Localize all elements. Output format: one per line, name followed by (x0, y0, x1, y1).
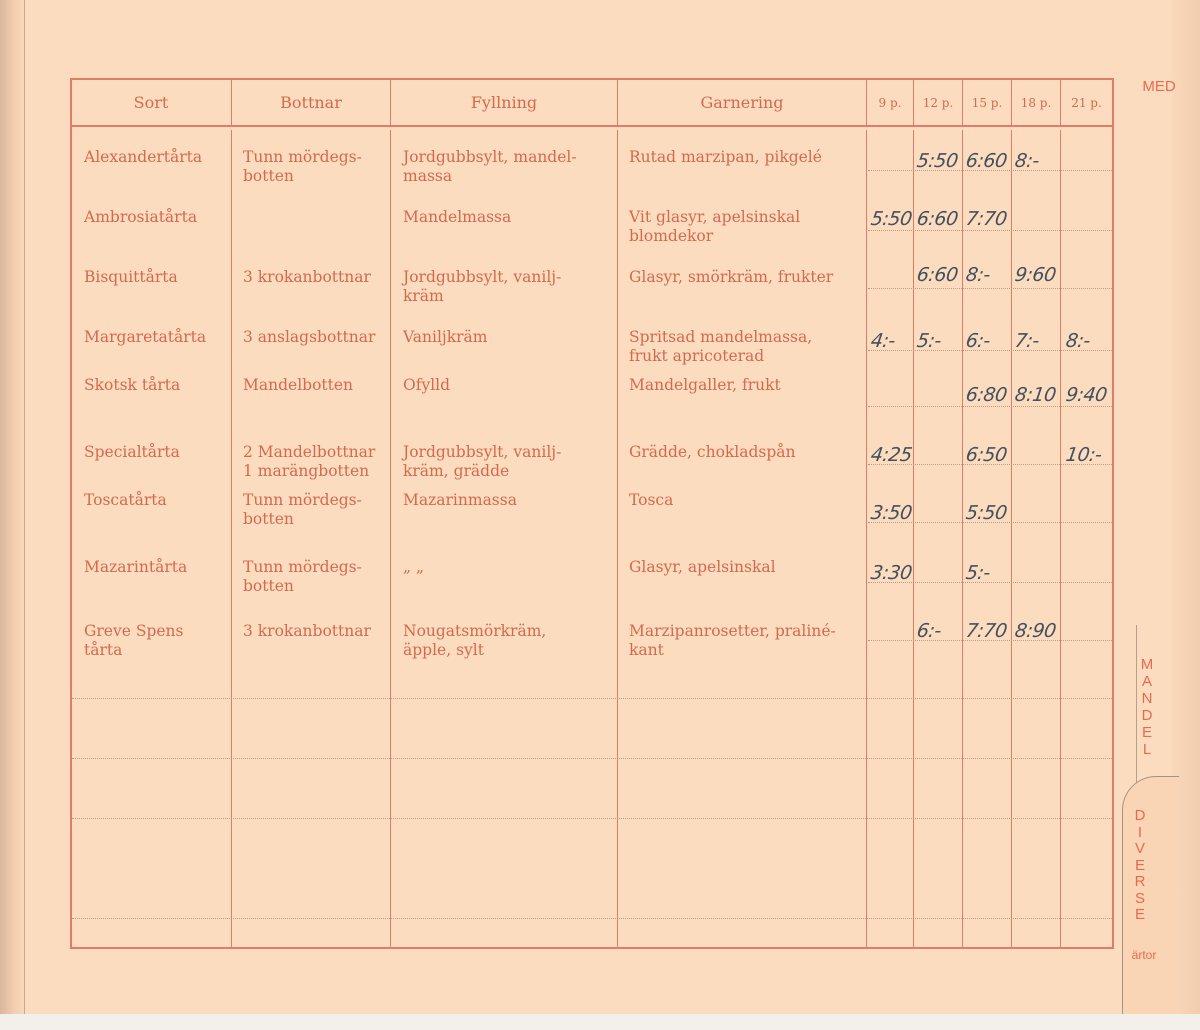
col-divider (962, 130, 963, 947)
cell-sort: Ambrosiatårta (84, 208, 198, 226)
price-p21: 8:- (1064, 330, 1092, 352)
cell-garnering: Spritsad mandelmassa, frukt apricoterad (629, 328, 813, 365)
cell-fyllning: Jordgubbsylt, vanilj- kräm (403, 268, 562, 305)
price-row-line (868, 350, 1112, 351)
cell-bottnar: 3 krokanbottnar (243, 268, 371, 286)
price-p12: 5:50 (915, 150, 960, 172)
side-label-med: MED (1142, 78, 1176, 95)
col-divider (866, 130, 867, 947)
cell-garnering: Marzipanrosetter, praliné- kant (629, 622, 836, 659)
header-21p: 21 p. (1071, 96, 1102, 110)
cell-garnering: Grädde, chokladspån (629, 443, 796, 461)
tab-mandel-label[interactable]: M A N D E L (1140, 656, 1154, 758)
tab-diverse-label[interactable]: D I V E R S E (1134, 807, 1146, 923)
cell-garnering: Glasyr, apelsinskal (629, 558, 776, 576)
price-p12: 6:60 (915, 264, 960, 286)
cell-fyllning: Jordgubbsylt, mandel- massa (403, 148, 577, 185)
price-p9: 5:50 (869, 208, 914, 230)
cell-garnering: Tosca (629, 491, 674, 509)
col-divider (1011, 130, 1012, 947)
cell-sort: Skotsk tårta (84, 376, 181, 394)
cell-bottnar: 3 krokanbottnar (243, 622, 371, 640)
price-p18: 9:60 (1013, 264, 1058, 286)
price-p21: 9:40 (1064, 384, 1109, 406)
cell-bottnar: Tunn mördegs- botten (243, 148, 362, 185)
header-bottnar: Bottnar (280, 93, 342, 112)
cell-fyllning: Nougatsmörkräm, äpple, sylt (403, 622, 547, 659)
cell-garnering: Glasyr, smörkräm, frukter (629, 268, 834, 286)
empty-row-line (72, 698, 1112, 699)
header-18p: 18 p. (1020, 96, 1052, 110)
header-garnering: Garnering (700, 93, 784, 112)
cell-sort: Margaretatårta (84, 328, 207, 346)
header-bottom-border (70, 125, 1114, 127)
price-p15: 6:60 (964, 150, 1009, 172)
price-p15: 8:- (964, 264, 992, 286)
price-row-line (868, 464, 1112, 465)
price-p18: 8:- (1013, 150, 1041, 172)
col-divider (617, 130, 618, 947)
cell-bottnar: 2 Mandelbottnar 1 marängbotten (243, 443, 376, 480)
price-p9: 3:30 (869, 562, 914, 584)
price-p15: 6:- (964, 330, 992, 352)
price-p15: 5:50 (964, 502, 1009, 524)
price-p12: 6:- (915, 620, 943, 642)
cell-fyllning: „ „ (403, 558, 424, 576)
col-divider (913, 130, 914, 947)
cell-bottnar: Tunn mördegs- botten (243, 491, 362, 528)
price-p18: 8:10 (1013, 384, 1058, 406)
price-p9: 4:25 (869, 444, 914, 466)
price-p18: 8:90 (1013, 620, 1058, 642)
cell-fyllning: Mandelmassa (403, 208, 512, 226)
price-row-line (868, 230, 1112, 231)
binding-fold (0, 0, 25, 1030)
col-divider (231, 130, 232, 947)
cell-sort: Specialtårta (84, 443, 180, 461)
price-row-line (868, 640, 1112, 641)
price-p18: 7:- (1013, 330, 1041, 352)
cell-sort: Bisquittårta (84, 268, 178, 286)
cell-bottnar: Tunn mördegs- botten (243, 558, 362, 595)
price-row-line (868, 170, 1112, 171)
cell-bottnar: 3 anslagsbottnar (243, 328, 376, 346)
header-12p: 12 p. (922, 96, 954, 110)
price-p15: 5:- (964, 562, 992, 584)
price-p21: 10:- (1064, 444, 1103, 466)
cell-fyllning: Mazarinmassa (403, 491, 517, 509)
col-divider (390, 130, 391, 947)
page-bottom-edge (0, 1014, 1200, 1030)
price-row-line (868, 582, 1112, 583)
cell-garnering: Rutad marzipan, pikgelé (629, 148, 822, 166)
price-p9: 3:50 (869, 502, 914, 524)
price-p15: 7:70 (964, 208, 1009, 230)
col-divider (1060, 130, 1061, 947)
cell-fyllning: Ofylld (403, 376, 451, 394)
header-15p: 15 p. (971, 96, 1003, 110)
cell-fyllning: Vaniljkräm (403, 328, 488, 346)
price-p15: 7:70 (964, 620, 1009, 642)
cell-sort: Alexandertårta (84, 148, 203, 166)
cell-bottnar: Mandelbotten (243, 376, 354, 394)
table-right-border (1112, 78, 1114, 949)
cell-garnering: Vit glasyr, apelsinskal blomdekor (629, 208, 801, 245)
price-p12: 5:- (915, 330, 943, 352)
cell-fyllning: Jordgubbsylt, vanilj- kräm, grädde (403, 443, 562, 480)
empty-row-line (72, 918, 1112, 919)
price-p15: 6:50 (964, 444, 1009, 466)
cell-sort: Toscatårta (84, 491, 167, 509)
header-9p: 9 p. (878, 96, 902, 110)
cell-garnering: Mandelgaller, frukt (629, 376, 781, 394)
price-row-line (868, 288, 1112, 289)
price-p9: 4:- (869, 330, 897, 352)
price-row-line (868, 406, 1112, 407)
table-bottom-border (70, 947, 1114, 949)
header-fyllning: Fyllning (470, 93, 538, 112)
price-p12: 6:60 (915, 208, 960, 230)
cell-sort: Greve Spens tårta (84, 622, 184, 659)
table-top-border (70, 78, 1114, 80)
empty-row-line (72, 758, 1112, 759)
header-sort: Sort (133, 93, 169, 112)
price-row-line (868, 522, 1112, 523)
price-p15: 6:80 (964, 384, 1009, 406)
tab-diverse-suffix: ärtor (1131, 948, 1157, 962)
empty-row-line (72, 818, 1112, 819)
cell-sort: Mazarintårta (84, 558, 188, 576)
